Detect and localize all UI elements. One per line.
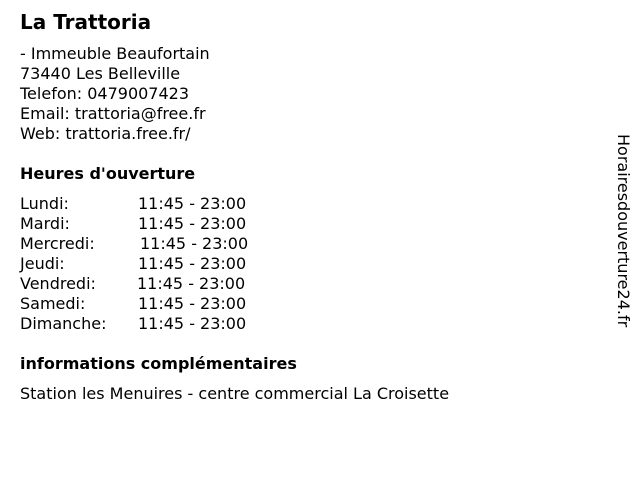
address-block bbox=[20, 44, 210, 144]
site-watermark bbox=[612, 134, 634, 346]
day-name: Lundi: bbox=[20, 194, 69, 213]
opening-hours-heading: Heures d'ouverture bbox=[20, 164, 196, 183]
day-hours: 11:45 - 23:00 bbox=[137, 274, 246, 293]
email-address: Email: trattoria@free.fr bbox=[20, 104, 206, 123]
day-hours: 11:45 - 23:00 bbox=[138, 314, 247, 333]
city-address: 73440 Les Belleville bbox=[20, 64, 181, 83]
hours-row-sunday bbox=[20, 314, 280, 334]
website-address: Web: trattoria.free.fr/ bbox=[20, 124, 191, 143]
day-name: Jeudi: bbox=[20, 254, 65, 273]
hours-row-thursday bbox=[20, 254, 280, 274]
day-hours: 11:45 - 23:00 bbox=[138, 194, 247, 213]
day-name: Samedi: bbox=[20, 294, 86, 313]
day-hours: 11:45 - 23:00 bbox=[140, 234, 249, 253]
hours-row-tuesday bbox=[20, 214, 280, 234]
day-name: Dimanche: bbox=[20, 314, 107, 333]
hours-row-monday bbox=[20, 194, 280, 214]
day-hours: 11:45 - 23:00 bbox=[138, 254, 247, 273]
watermark-text: Horairesdouverture24.fr bbox=[614, 134, 633, 328]
hours-row-friday bbox=[20, 274, 280, 294]
additional-info-heading: informations complémentaires bbox=[20, 354, 297, 373]
hours-row-saturday bbox=[20, 294, 280, 314]
additional-info-text: Station les Menuires - centre commercial La Croisette bbox=[20, 384, 450, 403]
phone-number: Telefon: 0479007423 bbox=[20, 84, 190, 103]
hours-row-wednesday bbox=[20, 234, 280, 254]
day-hours: 11:45 - 23:00 bbox=[138, 214, 247, 233]
day-name: Vendredi: bbox=[20, 274, 96, 293]
opening-hours-table bbox=[20, 194, 280, 334]
business-name: La Trattoria bbox=[20, 10, 152, 34]
day-name: Mercredi: bbox=[20, 234, 95, 253]
day-name: Mardi: bbox=[20, 214, 70, 233]
day-hours: 11:45 - 23:00 bbox=[138, 294, 247, 313]
street-address: - Immeuble Beaufortain bbox=[20, 44, 210, 63]
